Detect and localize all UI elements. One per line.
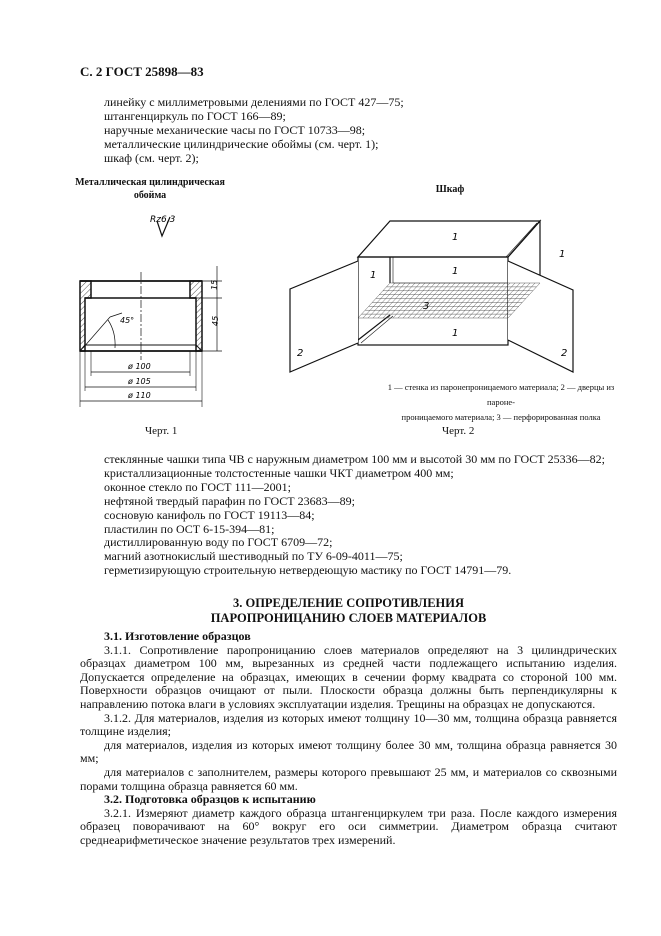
paragraph: для материалов с заполнителем, размеры которого превышают 25 мм, и материалов со сквозными порами толщина образца равняется 60 мм. xyxy=(80,764,617,793)
list-item: герметизирующую строительную нетвердеющую мастику по ГОСТ 14791—79. xyxy=(104,563,512,578)
figure2-cabinet xyxy=(290,221,573,372)
dim-15: 15 xyxy=(210,279,219,290)
figure2-legend xyxy=(376,380,626,425)
figure1-caption: Черт. 1 xyxy=(145,425,178,437)
equipment-list-2 xyxy=(104,453,605,578)
list-item: штангенциркуль по ГОСТ 166—89; xyxy=(104,108,286,123)
subsection-heading: 3.2. Подготовка образцов к испытанию xyxy=(104,792,316,807)
list-item: металлические цилиндрические обоймы (см. черт. 1); xyxy=(104,136,379,151)
list-item: стеклянные чашки типа ЧВ с наружным диаметром 100 мм и высотой 30 мм по ГОСТ 25336—82; xyxy=(104,452,605,466)
list-item: шкаф (см. черт. 2); xyxy=(104,150,199,165)
dim-45: 45 xyxy=(211,315,220,326)
list-item: сосновую канифоль по ГОСТ 19113—84; xyxy=(104,507,315,522)
paragraph: 3.1.2. Для материалов, изделия из которых имеют толщину 10—30 мм, толщина образца равняется толщине изделия; xyxy=(80,710,617,739)
diameter-105: ø 105 xyxy=(128,377,151,386)
list-item: дистиллированную воду по ГОСТ 6709—72; xyxy=(104,535,333,550)
section-title-line: 3. ОПРЕДЕЛЕНИЕ СОПРОТИВЛЕНИЯ xyxy=(232,596,465,610)
roughness-label: Rz6,3 xyxy=(150,215,176,225)
list-item: наручные механические часы по ГОСТ 10733—98; xyxy=(104,122,366,137)
list-item: линейку с миллиметровыми делениями по ГОСТ 427—75; xyxy=(104,95,404,109)
legend-line: 1 — стенка из паронепроницаемого материала; 2 — дверцы из пароне- xyxy=(387,382,615,407)
label-wall: 1 xyxy=(370,270,377,281)
list-item: кристаллизационные толстостенные чашки ЧКТ диаметром 400 мм; xyxy=(104,465,454,480)
subsection-heading: 3.1. Изготовление образцов xyxy=(104,629,251,643)
paragraph: 3.2.1. Измеряют диаметр каждого образца штангенциркулем три раза. После каждого измерения образец поворачивают на 60° вокруг его оси симметрии. Диаметром образца считают среднеарифметическое значение результатов трех измерений. xyxy=(80,805,617,847)
list-item: пластилин по ОСТ 6-15-394—81; xyxy=(104,521,275,536)
figure1-title-line: обойма xyxy=(133,190,167,201)
label-wall: 1 xyxy=(452,266,459,277)
paragraph: 3.1.1. Сопротивление паропроницанию слоев материалов определяют на 3 цилиндрических образцах диаметром 100 мм, вырезанных из средней части подлежащего испытанию изделия. Допускается определение на образцах, имеющих в сечении форму квадрата со стороной 100 мм. Поверхности образцов очищают от пыли. Плоскости образца должны быть перпендикулярны к направлению потока влаги в условиях эксплуатации изделия. Трещины на образцах не допускаются. xyxy=(80,642,617,711)
label-wall: 1 xyxy=(559,249,566,260)
page-header: С. 2 ГОСТ 25898—83 xyxy=(80,64,204,79)
diameter-110: ø 110 xyxy=(128,391,151,400)
list-item: оконное стекло по ГОСТ 111—2001; xyxy=(104,479,291,494)
label-door: 2 xyxy=(297,348,304,359)
label-door: 2 xyxy=(561,348,568,359)
legend-line: проницаемого материала; 3 — перфорированная полка xyxy=(401,412,601,422)
label-shelf: 3 xyxy=(423,301,430,312)
figure2-caption: Черт. 2 xyxy=(442,425,475,437)
diameter-100: ø 100 xyxy=(128,362,151,371)
wall-right xyxy=(190,281,202,351)
section-body xyxy=(80,630,617,848)
label-wall: 1 xyxy=(452,232,459,243)
figure1-title-line: Металлическая цилиндрическая xyxy=(75,177,225,188)
section-title-line: ПАРОПРОНИЦАНИЮ СЛОЕВ МАТЕРИАЛОВ xyxy=(210,611,487,625)
figure2-title: Шкаф xyxy=(435,184,465,195)
label-wall: 1 xyxy=(452,328,459,339)
section-title xyxy=(80,596,617,626)
paragraph: для материалов, изделия из которых имеют толщину более 30 мм, толщина образца равняется 30 мм; xyxy=(80,737,617,766)
list-item: нефтяной твердый парафин по ГОСТ 23683—89; xyxy=(104,493,355,508)
angle-label: 45° xyxy=(120,316,135,325)
list-item: магний азотнокислый шестиводный по ТУ 6-09-4011—75; xyxy=(104,549,403,564)
